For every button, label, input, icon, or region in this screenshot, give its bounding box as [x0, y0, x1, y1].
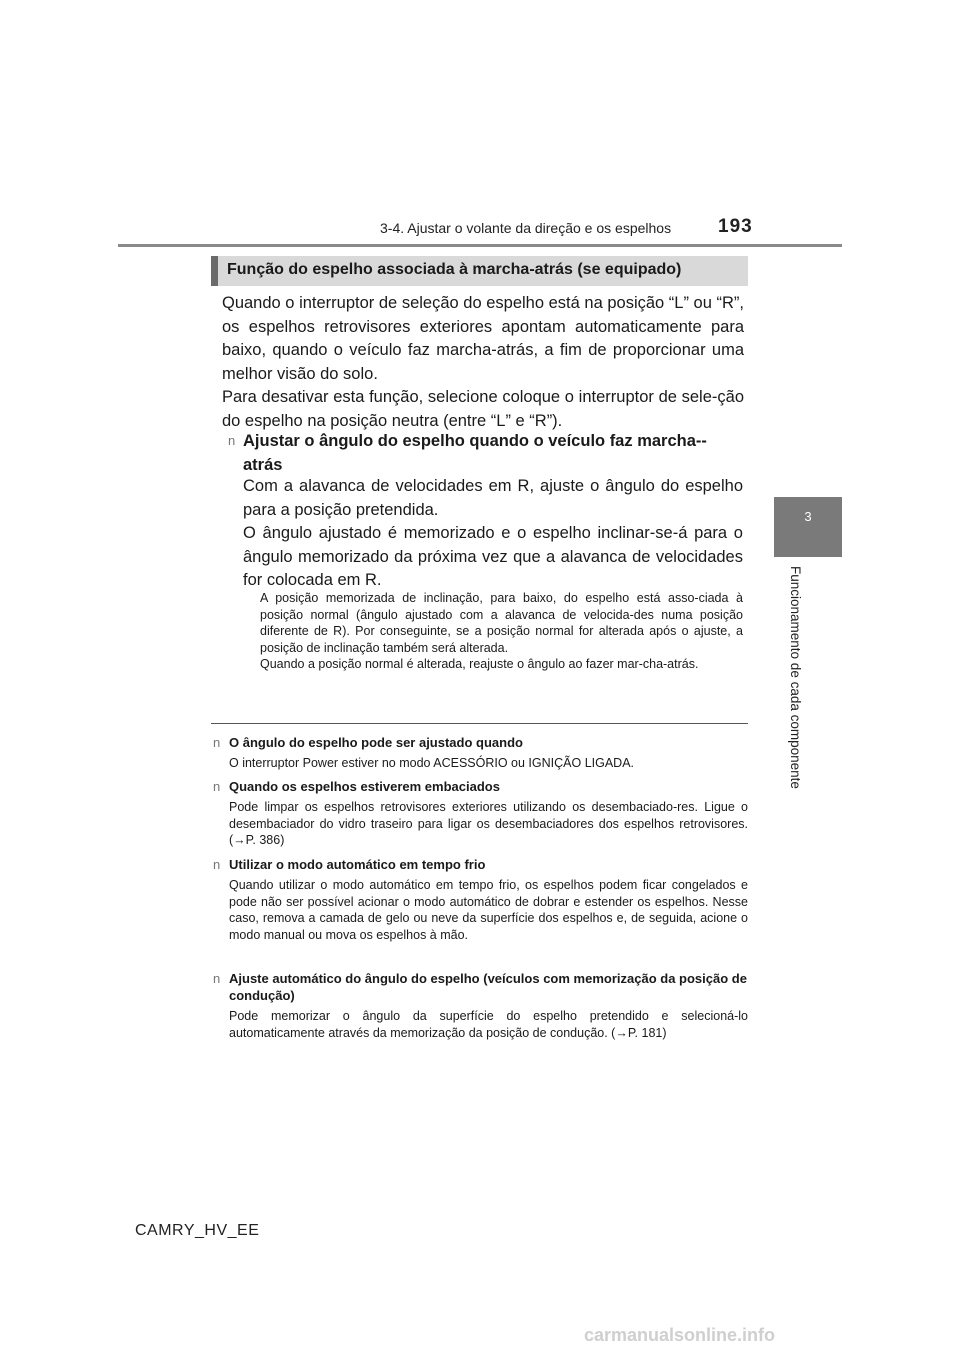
footer-model-code: CAMRY_HV_EE [135, 1222, 260, 1239]
subsection-note-1: A posição memorizada de inclinação, para baixo, do espelho está asso-ciada à posição normal (ângulo ajustado com a alavanca de velocida-des numa posição diferente de R). Por conseguinte, se a posição normal for alterada após o ajuste, a posição de inclinação também será alterada. [260, 591, 743, 655]
note-title: Ajuste automático do ângulo do espelho (veículos com memorização da posição de condução) [229, 971, 747, 1003]
subsection-note-2: Quando a posição normal é alterada, reajuste o ângulo ao fazer mar-cha-atrás. [260, 657, 699, 671]
section-heading-bar [211, 256, 748, 286]
subsection-title: Ajustar o ângulo do espelho quando o veículo faz marcha--atrás [243, 432, 707, 474]
subsection-paragraph-1: Com a alavanca de velocidades em R, ajuste o ângulo do espelho para a posição pretendida. [243, 477, 743, 519]
chapter-tab [774, 497, 842, 557]
notes-divider [211, 723, 748, 724]
chapter-label: Funcionamento de cada componente [788, 566, 803, 789]
note-body: Pode limpar os espelhos retrovisores exteriores utilizando os desembaciado-res. Ligue o desembaciador do vidro traseiro para ligar os desembaciadores dos espelhos retrovisores. (→P. 386) [229, 800, 748, 847]
section-paragraph-2: Para desativar esta função, selecione coloque o interruptor de sele-ção do espelho na posição neutra (entre “L” e “R”). [222, 388, 744, 430]
note-item [211, 778, 748, 849]
note-body: Quando utilizar o modo automático em tempo frio, os espelhos podem ficar congelados e pode não ser possível acionar o modo automático de dobrar e estender os espelhos. Nesse caso, remova a camada de gelo ou neve da superfície dos espelhos e, de seguida, acione o modo manual ou mova os espelhos à mão. [229, 878, 748, 942]
note-bullet-icon: n [213, 735, 221, 750]
subsection-note [260, 590, 743, 673]
note-body: O interruptor Power estiver no modo ACESSÓRIO ou IGNIÇÃO LIGADA. [229, 756, 635, 770]
subsection-paragraph-2: O ângulo ajustado é memorizado e o espelho inclinar-se-á para o ângulo memorizado da próxima vez que a alavanca de velocidades for colocada em R. [243, 524, 743, 589]
note-title: Quando os espelhos estiverem embaciados [229, 779, 500, 794]
note-title: Utilizar o modo automático em tempo frio [229, 857, 486, 872]
note-bullet-icon: n [213, 779, 221, 794]
header-divider [118, 244, 842, 247]
note-bullet-icon: n [213, 971, 221, 986]
note-item [211, 856, 748, 943]
subsection-bullet-icon: n [228, 433, 236, 448]
note-item [211, 734, 748, 772]
watermark: carmanualsonline.info [584, 1325, 776, 1345]
section-title: Função do espelho associada à marcha-atrás (se equipado) [227, 261, 682, 278]
section-body [222, 292, 744, 433]
note-bullet-icon: n [213, 857, 221, 872]
subsection-body [243, 475, 743, 593]
note-title: O ângulo do espelho pode ser ajustado quando [229, 735, 523, 750]
note-body: Pode memorizar o ângulo da superfície do espelho pretendido e selecioná-lo automaticamente através da memorização da posição de condução. (→P. 181) [229, 1009, 748, 1040]
running-header: 3-4. Ajustar o volante da direção e os espelhos [380, 220, 672, 236]
page-number: 193 [718, 216, 753, 237]
chapter-number: 3 [804, 509, 812, 524]
note-item [211, 970, 748, 1041]
section-paragraph-1: Quando o interruptor de seleção do espelho está na posição “L” ou “R”, os espelhos retrovisores exteriores apontam automaticamente para baixo, quando o veículo faz marcha-atrás, a fim de proporcionar uma melhor visão do solo. [222, 294, 744, 383]
